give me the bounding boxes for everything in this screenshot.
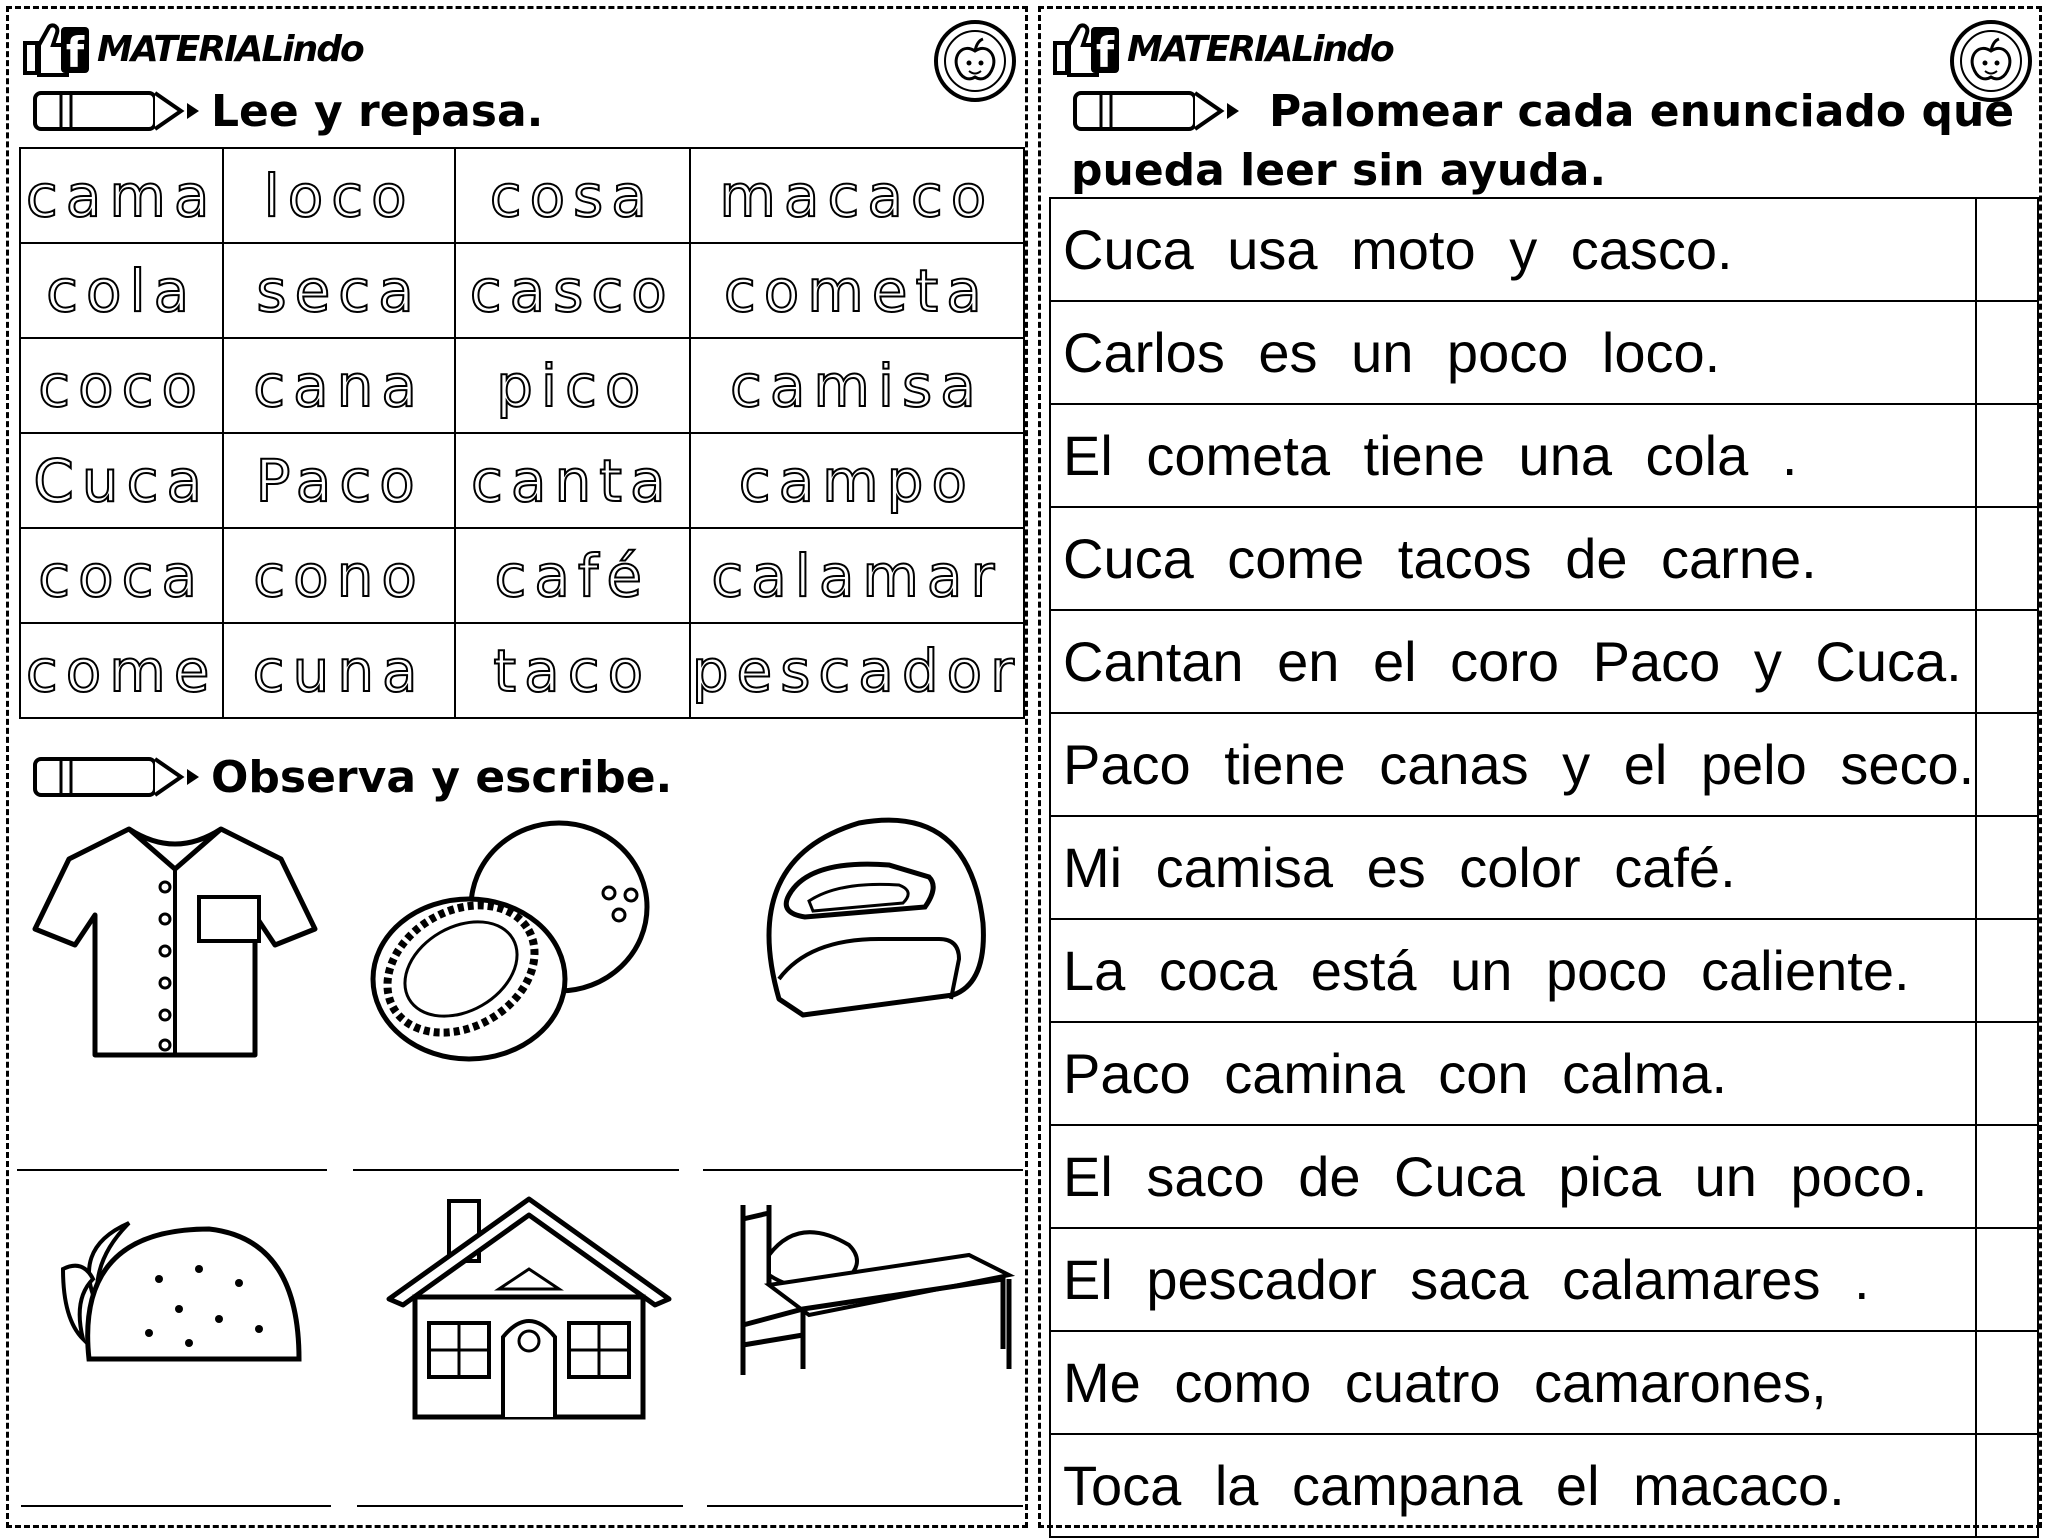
trace-word: coca (20, 528, 223, 623)
trace-word: campo (690, 433, 1024, 528)
sentence-text: Cantan en el coro Paco y Cuca. (1050, 610, 1976, 713)
pencil-icon (31, 83, 201, 139)
check-box[interactable] (1976, 1022, 2038, 1125)
check-box[interactable] (1976, 816, 2038, 919)
word-row (20, 148, 1024, 243)
helmet-icon (749, 799, 999, 1039)
check-box[interactable] (1976, 713, 2038, 816)
trace-word: canta (455, 433, 690, 528)
apple-seal-icon (933, 19, 1017, 103)
heading-text: Lee y repasa. (211, 85, 544, 137)
trace-word: come (20, 623, 223, 718)
right-worksheet (1038, 6, 2042, 1528)
shirt-icon (29, 809, 319, 1069)
sentence-row (1050, 1022, 2038, 1125)
sentence-row (1050, 919, 2038, 1022)
trace-word: Paco (223, 433, 454, 528)
sentence-row (1050, 404, 2038, 507)
sentence-text: Mi camisa es color café. (1050, 816, 1976, 919)
sentence-row (1050, 1228, 2038, 1331)
trace-word: calamar (690, 528, 1024, 623)
sentence-row (1050, 301, 2038, 404)
trace-word: pico (455, 338, 690, 433)
sentence-text: El pescador saca calamares . (1050, 1228, 1976, 1331)
trace-word: coco (20, 338, 223, 433)
facebook-like-icon (21, 21, 91, 77)
heading-continuation (1071, 145, 1606, 196)
write-line[interactable] (21, 1505, 331, 1507)
heading-palomear (1071, 83, 2014, 139)
facebook-like-icon (1051, 21, 1121, 77)
sentence-text: El cometa tiene una cola . (1050, 404, 1976, 507)
taco-icon (49, 1209, 309, 1399)
pencil-icon (31, 749, 201, 805)
brand-name: MATERIALindo (97, 28, 363, 70)
trace-word: cosa (455, 148, 690, 243)
trace-word: macaco (690, 148, 1024, 243)
house-icon (379, 1189, 679, 1429)
trace-word: casco (455, 243, 690, 338)
sentence-text: La coca está un poco caliente. (1050, 919, 1976, 1022)
sentence-text: Paco tiene canas y el pelo seco. (1050, 713, 1976, 816)
trace-word: cana (223, 338, 454, 433)
write-line[interactable] (17, 1169, 327, 1171)
sentence-row (1050, 1434, 2038, 1537)
coconut-icon (369, 819, 659, 1069)
trace-word: cono (223, 528, 454, 623)
write-line[interactable] (357, 1505, 683, 1507)
trace-word: seca (223, 243, 454, 338)
heading-text: Palomear cada enunciado que (1269, 85, 2015, 137)
check-box[interactable] (1976, 1331, 2038, 1434)
check-box[interactable] (1976, 198, 2038, 301)
sentence-text: Toca la campana el macaco. (1050, 1434, 1976, 1537)
word-row (20, 528, 1024, 623)
write-line[interactable] (353, 1169, 679, 1171)
sentence-text: Paco camina con calma. (1050, 1022, 1976, 1125)
brand-name: MATERIALindo (1127, 28, 1393, 70)
sentence-row (1050, 1331, 2038, 1434)
brand-logo (1051, 21, 1393, 77)
write-line[interactable] (703, 1169, 1023, 1171)
bed-icon (729, 1195, 1019, 1385)
heading-observa-escribe (31, 749, 672, 805)
heading-text-cont: pueda leer sin ayuda. (1071, 145, 1607, 196)
sentence-row (1050, 610, 2038, 713)
sentence-text: El saco de Cuca pica un poco. (1050, 1125, 1976, 1228)
sentence-row (1050, 713, 2038, 816)
check-box[interactable] (1976, 1228, 2038, 1331)
trace-word: cama (20, 148, 223, 243)
trace-word: café (455, 528, 690, 623)
trace-word: Cuca (20, 433, 223, 528)
sentence-text: Cuca come tacos de carne. (1050, 507, 1976, 610)
svg-text:f: f (1095, 28, 1115, 77)
check-box[interactable] (1976, 610, 2038, 713)
pencil-icon (1071, 83, 1241, 139)
trace-word: camisa (690, 338, 1024, 433)
check-box[interactable] (1976, 404, 2038, 507)
sentence-text: Cuca usa moto y casco. (1050, 198, 1976, 301)
check-box[interactable] (1976, 1125, 2038, 1228)
trace-word: cometa (690, 243, 1024, 338)
word-row (20, 338, 1024, 433)
brand-logo (21, 21, 363, 77)
sentence-checklist (1049, 197, 2039, 1538)
write-line[interactable] (707, 1505, 1023, 1507)
check-box[interactable] (1976, 301, 2038, 404)
sentence-row (1050, 507, 2038, 610)
heading-text: Observa y escribe. (211, 751, 673, 803)
left-worksheet (6, 6, 1028, 1528)
heading-lee-repasa (31, 83, 543, 139)
traceable-word-grid (19, 147, 1025, 719)
svg-text:f: f (65, 28, 85, 77)
word-row (20, 433, 1024, 528)
sentence-row (1050, 1125, 2038, 1228)
sentence-text: Me como cuatro camarones, (1050, 1331, 1976, 1434)
check-box[interactable] (1976, 919, 2038, 1022)
trace-word: cuna (223, 623, 454, 718)
sentence-text: Carlos es un poco loco. (1050, 301, 1976, 404)
sentence-row (1050, 198, 2038, 301)
trace-word: loco (223, 148, 454, 243)
check-box[interactable] (1976, 507, 2038, 610)
sentence-row (1050, 816, 2038, 919)
word-row (20, 243, 1024, 338)
trace-word: taco (455, 623, 690, 718)
trace-word: cola (20, 243, 223, 338)
word-row (20, 623, 1024, 718)
trace-word: pescador (690, 623, 1024, 718)
check-box[interactable] (1976, 1434, 2038, 1537)
